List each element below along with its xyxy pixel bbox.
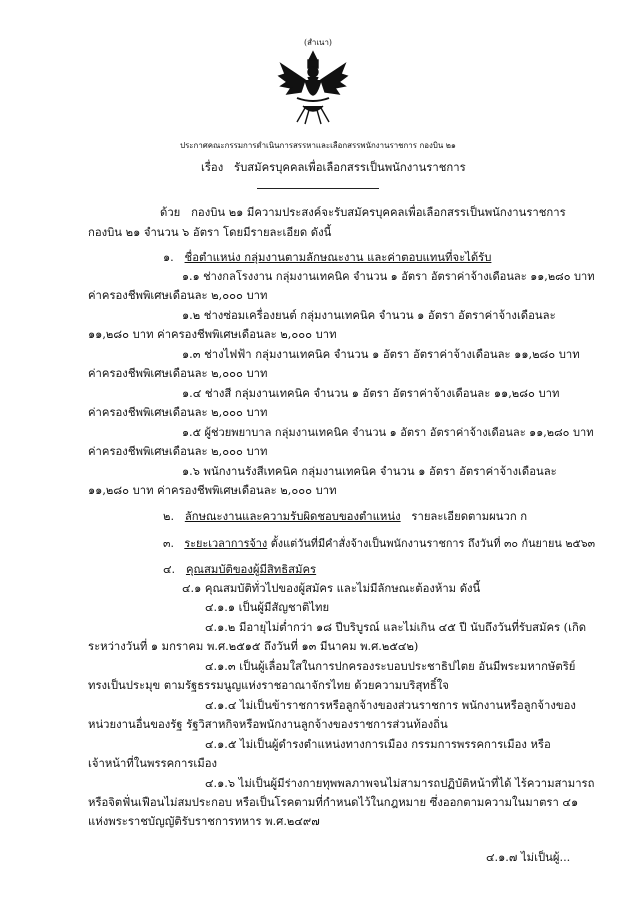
section-3-title: ระยะเวลาการจ้าง [184,537,268,550]
item-1-4-line-1: ๑.๔ ช่างสี กลุ่มงานเทคนิค จำนวน ๑ อัตรา อัตราค่าจ้างเดือนละ ๑๑,๒๘๐ บาท [182,387,560,400]
item-4-1-4-line-2: หน่วยงานอื่นของรัฐ รัฐวิสาหกิจหรือพนักงานลูกจ้างของราชการส่วนท้องถิ่น [88,718,448,731]
copy-mark: (สำเนา) [304,38,332,47]
item-1-6-line-2: ๑๑,๒๘๐ บาท ค่าครองชีพพิเศษเดือนละ ๒,๐๐๐ บาท [88,484,337,497]
section-1-title: ชื่อตำแหน่ง กลุ่มงานตามลักษณะงาน และค่าตอบแทนที่จะได้รับ [184,251,492,264]
item-1-5-line-1: ๑.๕ ผู้ช่วยพยาบาล กลุ่มงานเทคนิค จำนวน ๑ อัตรา อัตราค่าจ้างเดือนละ ๑๑,๒๘๐ บาท [182,426,594,439]
intro-line-2: กองบิน ๒๑ จำนวน ๖ อัตรา โดยมีรายละเอียด ดังนี้ [88,226,332,239]
sub-heading-4-1: ๔.๑ คุณสมบัติทั่วไปของผู้สมัคร และไม่มีลักษณะต้องห้าม ดังนี้ [182,582,481,595]
item-1-4-line-2: ค่าครองชีพพิเศษเดือนละ ๒,๐๐๐ บาท [88,406,268,419]
section-2-rest: รายละเอียดตามผนวก ก [411,510,528,523]
item-1-3-line-2: ค่าครองชีพพิเศษเดือนละ ๒,๐๐๐ บาท [88,367,268,380]
item-4-1-5-line-2: เจ้าหน้าที่ในพรรคการเมือง [88,757,218,770]
intro-line-1 [160,206,566,220]
item-4-1-2-line-2: ระหว่างวันที่ ๑ มกราคม พ.ศ.๒๕๑๕ ถึงวันที่ ๑๓ มีนาคม พ.ศ.๒๕๔๒) [88,640,419,653]
subject-label: เรื่อง [201,161,224,174]
item-4-1-6-line-2: หรือจิตฟั่นเฟือนไม่สมประกอบ หรือเป็นโรคตามที่กำหนดไว้ในกฎหมาย ซึ่งออกตามความในมาตรา ๔๑ [88,796,579,809]
item-1-1-line-1: ๑.๑ ช่างกลโรงงาน กลุ่มงานเทคนิค จำนวน ๑ อัตรา อัตราค่าจ้างเดือนละ ๑๑,๒๘๐ บาท [182,270,595,283]
item-4-1-6-line-1: ๔.๑.๖ ไม่เป็นผู้มีร่างกายทุพพลภาพจนไม่สามารถปฏิบัติหน้าที่ได้ ไร้ความสามารถ [205,777,595,790]
subject-line [201,161,466,175]
intro-lead: ด้วย [160,206,181,219]
subject-text: รับสมัครบุคคลเพื่อเลือกสรรเป็นพนักงานราชการ [234,161,466,174]
garuda-emblem-icon [275,50,351,126]
item-1-2-line-2: ๑๑,๒๘๐ บาท ค่าครองชีพพิเศษเดือนละ ๒,๐๐๐ บาท [88,328,337,341]
continuation-marker: ๔.๑.๗ ไม่เป็นผู้... [486,851,571,864]
section-3-rest: ตั้งแต่วันที่มีคำสั่งจ้างเป็นพนักงานราชการ ถึงวันที่ ๓๐ กันยายน ๒๕๖๓ [270,537,596,550]
item-1-2-line-1: ๑.๒ ช่างซ่อมเครื่องยนต์ กลุ่มงานเทคนิค จำนวน ๑ อัตรา อัตราค่าจ้างเดือนละ [182,309,556,322]
item-1-3-line-1: ๑.๓ ช่างไฟฟ้า กลุ่มงานเทคนิค จำนวน ๑ อัตรา อัตราค่าจ้างเดือนละ ๑๑,๒๘๐ บาท [182,348,580,361]
announcement-title: ประกาศคณะกรรมการดำเนินการสรรหาและเลือกสรรพนักงานราชการ กองบิน ๒๑ [180,141,456,150]
section-2-heading [163,510,527,524]
section-2-number: ๒. [163,510,175,523]
item-1-6-line-1: ๑.๖ พนักงานรังสีเทคนิค กลุ่มงานเทคนิค จำนวน ๑ อัตรา อัตราค่าจ้างเดือนละ [182,465,557,478]
section-1-heading [163,251,491,265]
item-4-1-3-line-1: ๔.๑.๓ เป็นผู้เลื่อมใสในการปกครองระบอบประชาธิปไตย อันมีพระมหากษัตริย์ [205,660,576,673]
section-4-title: คุณสมบัติของผู้มีสิทธิสมัคร [185,563,317,576]
section-3-number: ๓. [163,537,174,550]
section-4-heading [163,563,316,577]
item-4-1-1: ๔.๑.๑ เป็นผู้มีสัญชาติไทย [205,601,330,614]
section-3-heading [163,537,595,551]
section-1-number: ๑. [163,251,174,264]
item-4-1-5-line-1: ๔.๑.๕ ไม่เป็นผู้ดำรงตำแหน่งทางการเมือง กรรมการพรรคการเมือง หรือ [205,738,551,751]
item-4-1-2-line-1: ๔.๑.๒ มีอายุไม่ต่ำกว่า ๑๘ ปีบริบูรณ์ และไม่เกิน ๔๕ ปี นับถึงวันที่รับสมัคร (เกิด [205,621,587,634]
item-4-1-4-line-1: ๔.๑.๔ ไม่เป็นข้าราชการหรือลูกจ้างของส่วนราชการ พนักงานหรือลูกจ้างของ [205,699,576,712]
item-4-1-6-line-3: แห่งพระราชบัญญัติรับราชการทหาร พ.ศ.๒๔๙๗ [88,815,320,828]
item-4-1-3-line-2: ทรงเป็นประมุข ตามรัฐธรรมนูญแห่งราชอาณาจักรไทย ด้วยความบริสุทธิ์ใจ [88,679,449,692]
item-1-5-line-2: ค่าครองชีพพิเศษเดือนละ ๒,๐๐๐ บาท [88,445,268,458]
title-divider [257,188,379,189]
intro-line-1-rest: กองบิน ๒๑ มีความประสงค์จะรับสมัครบุคคลเพื่อเลือกสรรเป็นพนักงานราชการ [191,206,566,219]
item-1-1-line-2: ค่าครองชีพพิเศษเดือนละ ๒,๐๐๐ บาท [88,289,268,302]
section-4-number: ๔. [163,563,176,576]
section-2-title: ลักษณะงานและความรับผิดชอบของตำแหน่ง [184,510,401,523]
